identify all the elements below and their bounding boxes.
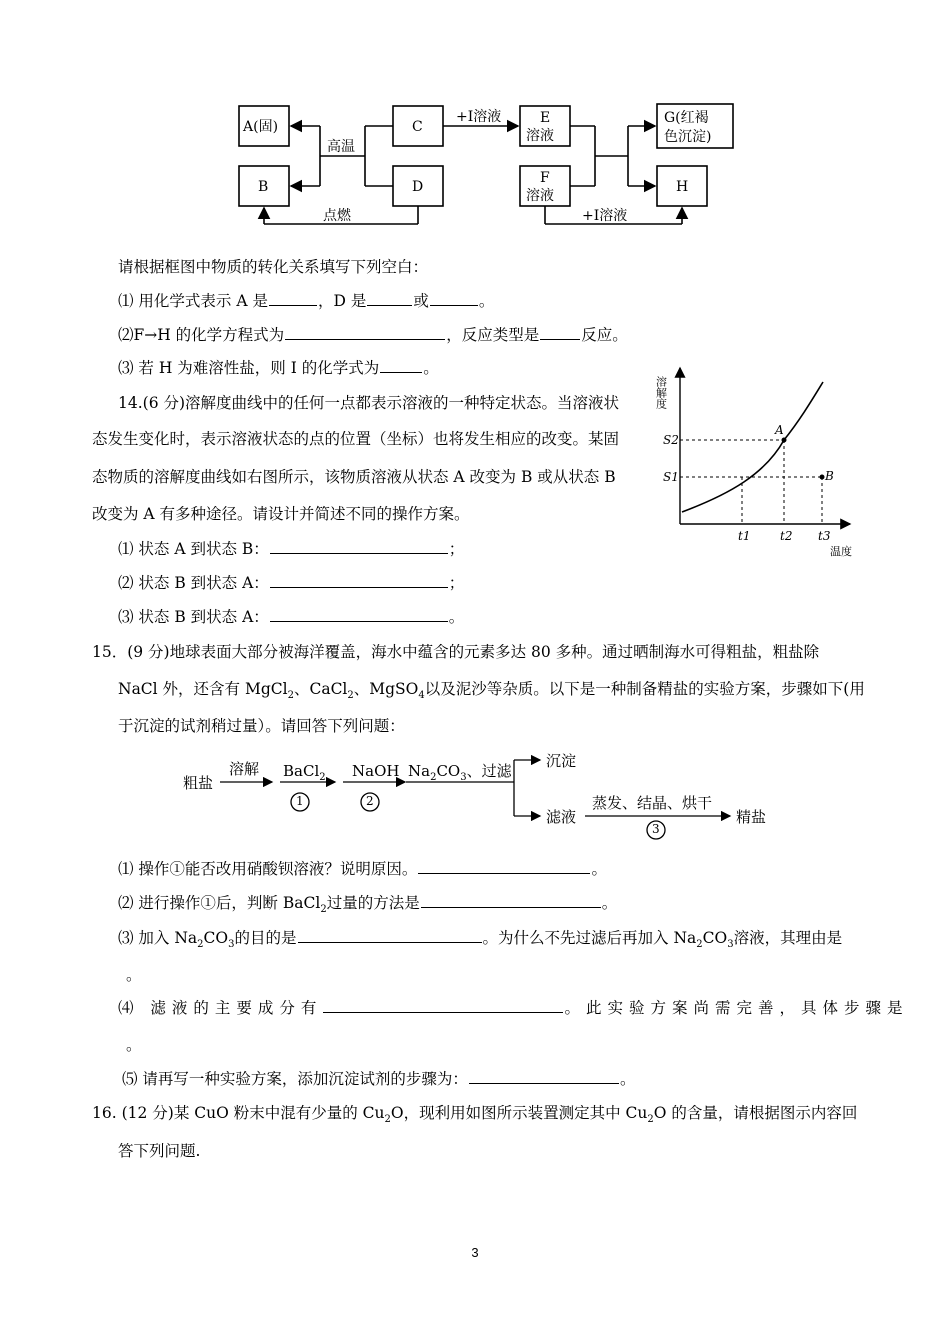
- q15-part3-end: 。: [126, 966, 142, 984]
- q14-line1: 14.(6 分)溶解度曲线中的任何一点都表示溶液的一种特定状态。当溶液状: [118, 394, 620, 412]
- y-tick-s2: S2: [663, 433, 679, 447]
- flow-crude-salt: 粗盐: [183, 774, 214, 792]
- blank[interactable]: [270, 606, 448, 622]
- q16-line2: 答下列问题.: [118, 1142, 201, 1160]
- x-tick-t2: t2: [780, 529, 793, 543]
- flow-bacl2: BaCl$_2$: [283, 762, 326, 783]
- blank[interactable]: [540, 324, 580, 340]
- flow-naoh: NaOH: [352, 762, 400, 780]
- q15-part2: ⑵ 进行操作①后，判断 BaCl$_2$过量的方法是 。: [118, 894, 618, 916]
- y-axis-label: 溶解度: [654, 376, 668, 409]
- q14-state3: ⑶ 状态 B 到状态 A： 。: [118, 608, 465, 626]
- step2-number: 2: [366, 794, 374, 808]
- reaction-flowchart: [230, 98, 750, 233]
- q15-line1: 15．(9 分)地球表面大部分被海洋覆盖，海水中蕴含的元素多达 80 多种。通过晒制海水可得粗盐，粗盐除: [92, 643, 820, 661]
- label-ignite: 点燃: [323, 208, 351, 224]
- step3-number: 3: [652, 822, 660, 836]
- q14-line4: 改变为 A 有多种途径。请设计并简述不同的操作方案。: [92, 505, 470, 523]
- q15-line2: NaCl 外，还含有 MgCl$_2$、CaCl$_2$、MgSO$_4$以及泥沙等杂质。以下是一种制备精盐的实验方案，步骤如下(用: [118, 680, 865, 702]
- x-axis-label: 温度: [830, 545, 852, 558]
- box-g-label-1: G(红褐: [664, 110, 709, 126]
- flow-precipitate: 沉淀: [546, 752, 577, 770]
- blank[interactable]: [270, 572, 448, 588]
- box-f-label-2: 溶液: [526, 188, 554, 204]
- q15-part3: ⑶ 加入 $Na_2CO_3$的目的是 。为什么不先过滤后再加入 $Na_2CO_3$溶液，其理由是: [118, 929, 843, 951]
- solubility-curve: [682, 382, 823, 512]
- box-e-label-2: 溶液: [526, 128, 554, 144]
- y-tick-s1: S1: [663, 470, 679, 484]
- flow-dissolve: 溶解: [229, 760, 260, 778]
- box-d-label: D: [412, 179, 424, 195]
- flow-filtrate: 滤液: [546, 808, 577, 826]
- q14-state1: ⑴ 状态 A 到状态 B： ；: [118, 540, 465, 558]
- box-f-label-1: F: [540, 170, 550, 186]
- blank[interactable]: [430, 290, 478, 306]
- box-c-label: C: [412, 119, 423, 135]
- q13-part1: ⑴ 用化学式表示 A 是 ，D 是 或 。: [118, 292, 495, 310]
- solubility-chart: [654, 362, 860, 562]
- blank[interactable]: [469, 1068, 619, 1084]
- flow-evaporate: 蒸发、结晶、烘干: [592, 794, 713, 812]
- box-h-label: H: [676, 179, 689, 195]
- point-a-label: A: [775, 423, 784, 437]
- point-b: [820, 475, 825, 480]
- q13-intro: 请根据框图中物质的转化关系填写下列空白：: [118, 258, 429, 276]
- x-tick-t3: t3: [818, 529, 831, 543]
- box-g-label-2: 色沉淀): [664, 129, 712, 145]
- page-number: 3: [471, 1245, 479, 1260]
- blank[interactable]: [323, 997, 563, 1013]
- box-b-label: B: [258, 179, 269, 195]
- label-high-temp: 高温: [327, 139, 355, 155]
- q14-line3: 态物质的溶解度曲线如右图所示，该物质溶液从状态 A 改变为 B 或从状态 B: [92, 468, 616, 486]
- blank[interactable]: [380, 357, 422, 373]
- blank[interactable]: [421, 892, 601, 908]
- q15-part1: ⑴ 操作①能否改用硝酸钡溶液？说明原因。 。: [118, 860, 607, 878]
- point-a: [782, 438, 787, 443]
- q15-line3: 于沉淀的试剂稍过量）。请回答下列问题：: [118, 717, 405, 735]
- flow-fine-salt: 精盐: [736, 808, 767, 826]
- q16-line1: 16. (12 分)某 CuO 粉末中混有少量的 $Cu_2O$，现利用如图所示装置测定其中 $Cu_2O$ 的含量，请根据图示内容回: [92, 1104, 858, 1126]
- point-b-label: B: [825, 469, 834, 483]
- salt-process-flow: [180, 752, 800, 844]
- q14-state2: ⑵ 状态 B 到状态 A： ；: [118, 574, 465, 592]
- blank[interactable]: [418, 858, 590, 874]
- q14-line2: 态发生变化时，表示溶液状态的点的位置（坐标）也将发生相应的改变。某固: [92, 430, 620, 448]
- blank[interactable]: [367, 290, 412, 306]
- label-add-i-top: +I溶液: [456, 109, 502, 125]
- step1-number: 1: [296, 794, 304, 808]
- q15-part4-end: 。: [126, 1036, 142, 1054]
- q15-part4: ⑷ 滤液的主要成分有 。此实验方案尚需完善，具体步骤是: [118, 999, 909, 1017]
- label-add-i-bottom: +I溶液: [582, 208, 628, 224]
- q13-part3: ⑶ 若 H 为难溶性盐，则 I 的化学式为 。: [118, 359, 439, 377]
- x-tick-t1: t1: [738, 529, 751, 543]
- flow-na2co3-filter: $Na_2CO_3$、过滤: [408, 762, 512, 783]
- box-a-label: A(固): [243, 119, 279, 135]
- box-e-label-1: E: [540, 110, 551, 126]
- blank[interactable]: [298, 927, 482, 943]
- blank[interactable]: [269, 290, 317, 306]
- q15-part5: ⑸ 请再写一种实验方案，添加沉淀试剂的步骤为： 。: [122, 1070, 636, 1088]
- q13-part2: ⑵F→H 的化学方程式为 ，反应类型是 反应。: [118, 326, 628, 344]
- blank[interactable]: [285, 324, 445, 340]
- blank[interactable]: [270, 538, 448, 554]
